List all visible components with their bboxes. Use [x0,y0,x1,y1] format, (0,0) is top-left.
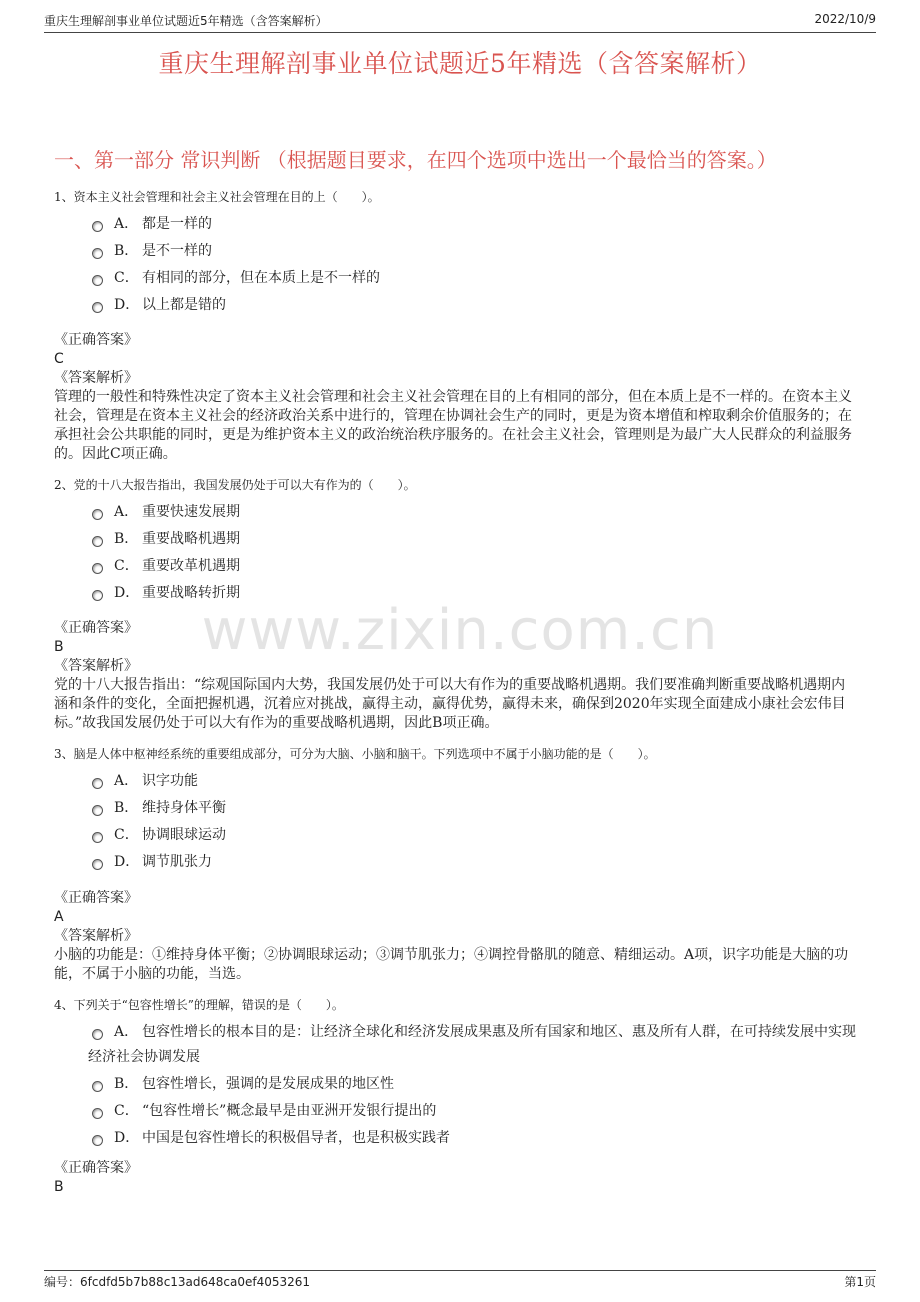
question-text: 2、党的十八大报告指出，我国发展仍处于可以大有作为的（ ）。 [54,478,416,492]
correct-answer-label: 《正确答案》 [54,1160,138,1176]
answer-block-3 [54,889,858,984]
analysis-label: 《答案解析》 [54,370,138,386]
footer-page-number: 第1页 [844,1275,876,1289]
option-a[interactable]: A． 包容性增长的根本目的是：让经济全球化和经济发展成果惠及所有国家和地区、惠及所有人群，在可持续发展中实现经济社会协调发展 [88,1024,856,1065]
question-text: 3、脑是人体中枢神经系统的重要组成部分，可分为大脑、小脑和脑干。下列选项中不属于小脑功能的是（ ）。 [54,747,656,761]
watermark: www.zixin.com.cn [201,598,719,663]
option-c[interactable]: C． “包容性增长”概念最早是由亚洲开发银行提出的 [54,1099,858,1124]
radio-icon[interactable] [92,536,103,547]
question-text: 1、资本主义社会管理和社会主义社会管理在目的上（ ）。 [54,190,380,204]
option-c[interactable]: C． 协调眼球运动 [54,823,858,848]
question-4 [54,996,858,1151]
option-b[interactable]: B． 是不一样的 [54,239,858,264]
analysis-label: 《答案解析》 [54,658,138,674]
document-title: 重庆生理解剖事业单位试题近5年精选（含答案解析） [158,49,762,78]
correct-answer-value: B [54,1179,64,1195]
header-date: 2022/10/9 [814,12,876,26]
analysis-text: 党的十八大报告指出：“综观国际国内大势，我国发展仍处于可以大有作为的重要战略机遇期。我们要准确判断重要战略机遇期内涵和条件的变化，全面把握机遇，沉着应对挑战，赢得主动，赢得优势，赢得未来，确保到2020年实现全面建成小康社会宏伟目标。”故我国发展仍处于可以大有作为的重要战略机遇期，因此B项正确。 [54,677,846,731]
option-d[interactable]: D． 调节肌张力 [54,850,858,875]
option-a[interactable]: A． 重要快速发展期 [54,500,858,525]
answer-block-4 [54,1159,858,1197]
option-a[interactable]: A． 都是一样的 [54,212,858,237]
radio-icon[interactable] [92,221,103,232]
radio-icon[interactable] [92,1135,103,1146]
option-c[interactable]: C． 有相同的部分，但在本质上是不一样的 [54,266,858,291]
header-doc-title: 重庆生理解剖事业单位试题近5年精选（含答案解析） [44,14,328,28]
option-a[interactable]: A． 识字功能 [54,769,858,794]
question-2 [54,476,858,606]
question-3 [54,745,858,875]
correct-answer-label: 《正确答案》 [54,620,138,636]
radio-icon[interactable] [92,1081,103,1092]
radio-icon[interactable] [92,563,103,574]
correct-answer-value: A [54,909,64,925]
correct-answer-label: 《正确答案》 [54,332,138,348]
question-text: 4、下列关于“包容性增长”的理解，错误的是（ ）。 [54,998,344,1012]
answer-block-1 [54,331,858,464]
analysis-text: 小脑的功能是：①维持身体平衡；②协调眼球运动；③调节肌张力；④调控骨骼肌的随意、精细运动。A项，识字功能是大脑的功能，不属于小脑的功能，当选。 [54,947,849,982]
section-heading: 一、第一部分 常识判断 （根据题目要求，在四个选项中选出一个最恰当的答案。） [54,148,777,172]
correct-answer-label: 《正确答案》 [54,890,138,906]
page-header [44,10,876,33]
radio-icon[interactable] [92,1029,103,1040]
radio-icon[interactable] [92,275,103,286]
option-b[interactable]: B． 包容性增长，强调的是发展成果的地区性 [54,1072,858,1097]
analysis-text: 管理的一般性和特殊性决定了资本主义社会管理和社会主义社会管理在目的上有相同的部分，但在本质上是不一样的。在资本主义社会，管理是在资本主义社会的经济政治关系中进行的，管理在协调社会生产的同时，更是为资本增值和榨取剩余价值服务的；在承担社会公共职能的同时，更是为维护资本主义的政治统治秩序服务的。在社会主义社会，管理则是为最广大人民群众的利益服务的。因此C项正确。 [54,389,852,462]
radio-icon[interactable] [92,248,103,259]
option-d[interactable]: D． 以上都是错的 [54,293,858,318]
radio-icon[interactable] [92,859,103,870]
footer-doc-id: 编号：6fcdfd5b7b88c13ad648ca0ef4053261 [44,1275,311,1289]
correct-answer-value: C [54,351,64,367]
radio-icon[interactable] [92,778,103,789]
analysis-label: 《答案解析》 [54,928,138,944]
radio-icon[interactable] [92,590,103,601]
radio-icon[interactable] [92,832,103,843]
option-c[interactable]: C． 重要改革机遇期 [54,554,858,579]
page-footer [44,1270,876,1291]
radio-icon[interactable] [92,805,103,816]
radio-icon[interactable] [92,1108,103,1119]
radio-icon[interactable] [92,509,103,520]
question-1 [54,188,858,318]
radio-icon[interactable] [92,302,103,313]
option-b[interactable]: B． 维持身体平衡 [54,796,858,821]
option-d[interactable]: D． 重要战略转折期 [54,581,858,606]
answer-block-2 [54,619,858,733]
option-b[interactable]: B． 重要战略机遇期 [54,527,858,552]
correct-answer-value: B [54,639,64,655]
option-d[interactable]: D． 中国是包容性增长的积极倡导者，也是积极实践者 [54,1126,858,1151]
